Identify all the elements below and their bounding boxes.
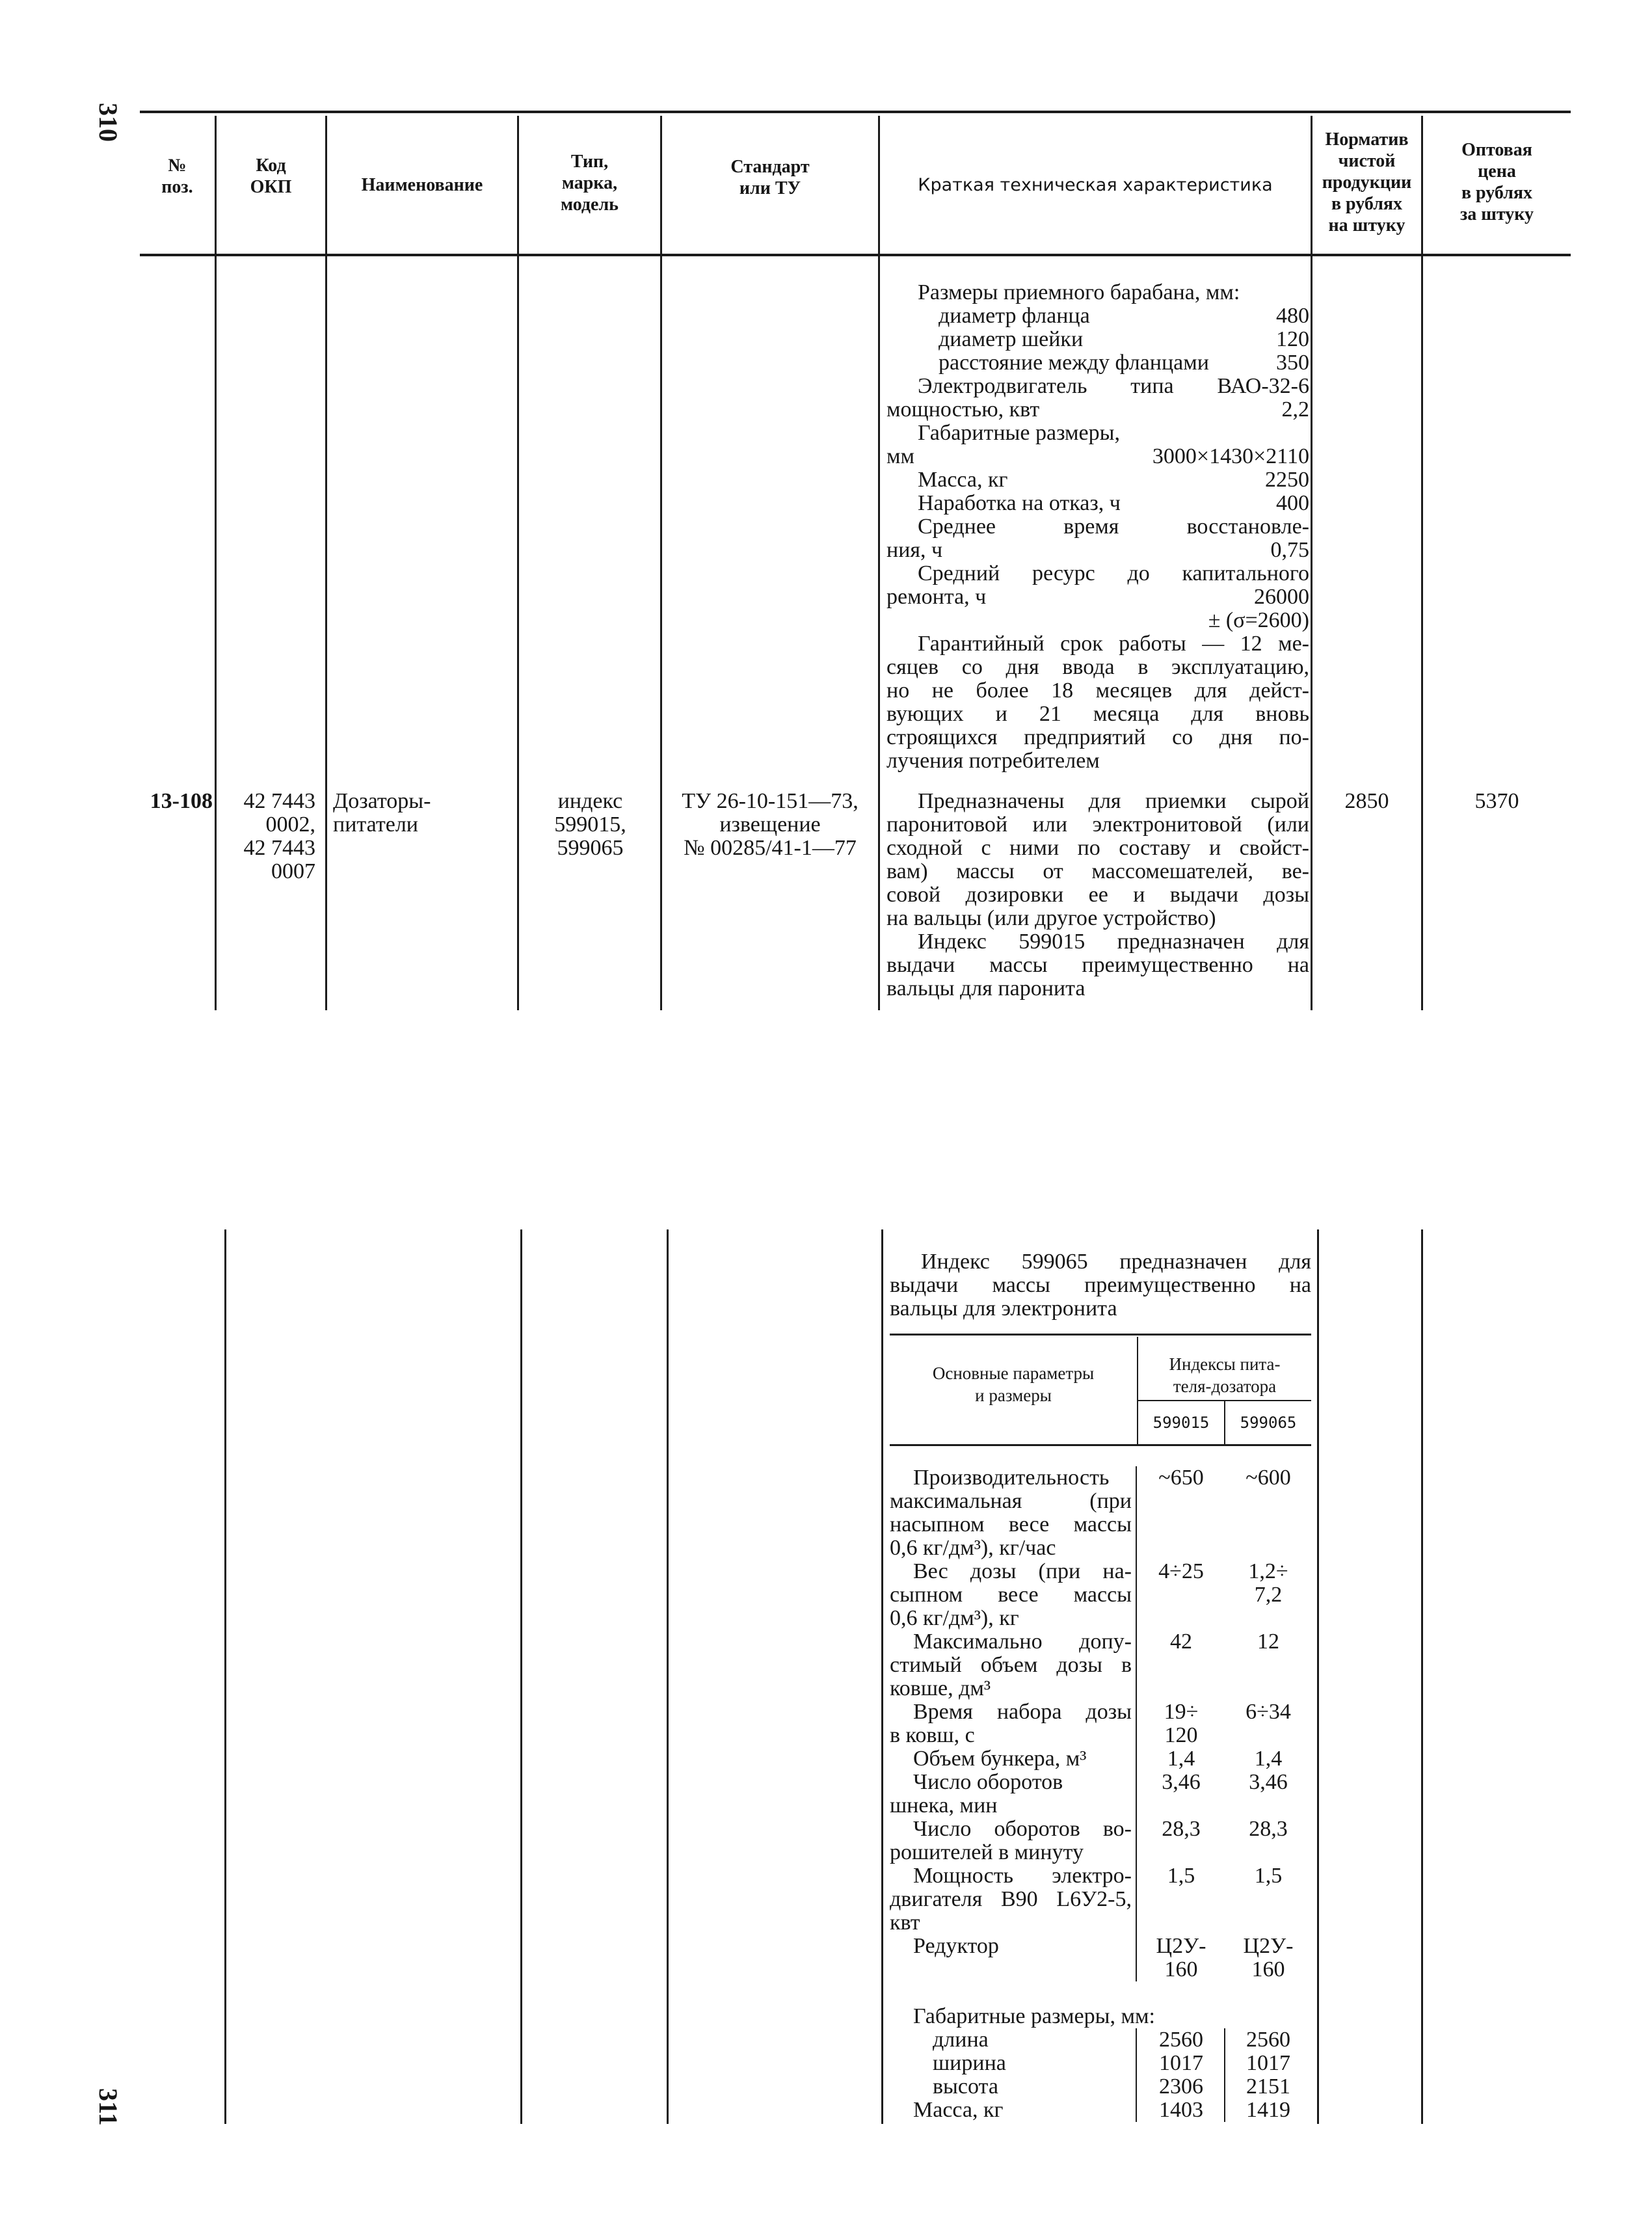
characteristic-value: 2,2	[1281, 397, 1309, 422]
description-line: Предназначены для приемки сырой	[918, 789, 1309, 813]
characteristic-label: Габаритные размеры,	[918, 421, 1120, 445]
subtable-header-599065: 599065	[1240, 1414, 1297, 1432]
characteristic-row	[886, 585, 1309, 609]
characteristic-text: Гарантийный срок работы — 12 ме-	[918, 632, 1309, 656]
param-value-599015: ~650	[1158, 1466, 1204, 1490]
header-norm	[1312, 129, 1421, 236]
header-col1-line: поз.	[161, 177, 193, 197]
col-divider-1	[215, 116, 217, 1010]
item-position: 13-108	[150, 789, 213, 813]
param-value-599065: 3,46	[1249, 1770, 1288, 1794]
dimension-value-599015: 2306	[1159, 2074, 1203, 2099]
header-col2-line: ОКП	[250, 177, 292, 197]
header-col4-line: модель	[560, 195, 619, 215]
header-okp	[217, 155, 325, 198]
characteristic-value: 120	[1276, 327, 1309, 351]
lower-col-divider-6	[1421, 1229, 1423, 2124]
dimension-value-599015: 1403	[1159, 2098, 1203, 2122]
header-col4-line: марка,	[561, 173, 618, 193]
characteristic-label: мм	[886, 444, 915, 468]
characteristic-row	[886, 609, 1309, 632]
characteristic-value: 3000×1430×2110	[1152, 444, 1309, 468]
description-line: выдачи массы преимущественно на	[886, 953, 1309, 977]
characteristic-label: Наработка на отказ, ч	[918, 491, 1121, 515]
param-value-599015: 4÷25	[1158, 1559, 1204, 1583]
subtable-top-rule	[890, 1334, 1311, 1335]
type-line: 599015,	[554, 812, 626, 837]
dimension-divider-a	[1136, 2028, 1137, 2122]
okp-line: 0002,	[265, 812, 315, 837]
dimension-value-599015: 1017	[1159, 2051, 1203, 2075]
param-value-599065: 7,2	[1254, 1583, 1283, 1607]
name-line: Дозаторы-	[333, 789, 431, 813]
description-line: сходной с ними по составу и свойст-	[886, 836, 1309, 860]
standard-line: извещение	[719, 812, 821, 837]
lower-col-divider-4	[881, 1229, 883, 2124]
param-label-line: насыпном весе массы	[890, 1512, 1132, 1537]
header-col7-line: в рублях	[1331, 194, 1403, 214]
characteristic-row	[886, 351, 1309, 375]
page-number-310: 310	[94, 103, 123, 142]
item-norm-value: 2850	[1344, 789, 1389, 813]
param-label-line: ковше, дм³	[890, 1676, 991, 1700]
characteristic-text: Среднее время восстановле-	[918, 515, 1309, 539]
dimension-label: ширина	[933, 2051, 1006, 2075]
param-value-599015: 1,4	[1167, 1747, 1195, 1771]
param-value-599065: 160	[1251, 1957, 1285, 1981]
col-divider-3	[517, 116, 519, 1010]
dimension-value-599065: 1017	[1246, 2051, 1290, 2075]
param-value-599015: 3,46	[1162, 1770, 1201, 1794]
characteristic-value: 350	[1276, 351, 1309, 375]
subtable-header-params	[890, 1362, 1137, 1406]
item-description	[886, 790, 1309, 1000]
param-label-line: квт	[890, 1911, 920, 1935]
lower-col-divider-2	[520, 1229, 522, 2124]
param-label-line: Вес дозы (при на-	[913, 1559, 1132, 1583]
header-col7-line: на штуку	[1328, 215, 1406, 235]
characteristic-label: ремонта, ч	[886, 585, 987, 609]
characteristic-value: 400	[1276, 491, 1309, 515]
header-col8-line: в рублях	[1461, 183, 1533, 203]
okp-line: 42 7443	[243, 836, 315, 860]
param-value-599065: 1,5	[1254, 1864, 1283, 1888]
param-label-line: Число оборотов	[913, 1770, 1063, 1794]
characteristic-row	[886, 539, 1309, 562]
characteristic-value: ± (σ=2600)	[1208, 608, 1309, 632]
header-col5-line: Стандарт	[730, 157, 810, 177]
characteristic-row	[886, 281, 1309, 304]
index-599065-intro	[890, 1250, 1311, 1321]
param-label-line: двигателя В90 L6У2-5,	[890, 1887, 1132, 1911]
dimensions-title: Габаритные размеры, мм:	[913, 2004, 1155, 2028]
header-col4-line: Тип,	[570, 152, 609, 172]
characteristic-text: строящихся предприятий со дня по-	[886, 725, 1309, 749]
item-name	[333, 790, 515, 837]
item-standard	[662, 790, 878, 860]
header-col3-line: Наименование	[361, 175, 483, 195]
okp-line: 42 7443	[243, 789, 315, 813]
header-col8-line: цена	[1478, 161, 1516, 181]
param-label-line: Мощность электро-	[913, 1864, 1132, 1888]
param-value-599065: 12	[1257, 1630, 1279, 1654]
item-okp-code	[218, 790, 315, 883]
description-line: на вальцы (или другое устройство)	[886, 906, 1216, 930]
characteristic-row	[886, 468, 1309, 492]
header-col7-line: Норматив	[1325, 129, 1409, 150]
lower-col-divider-5	[1317, 1229, 1319, 2124]
subtable-header-bottom-rule	[890, 1444, 1311, 1446]
item-price-value: 5370	[1474, 789, 1519, 813]
item-type	[520, 790, 660, 860]
header-type	[519, 151, 660, 215]
dimension-label: Масса, кг	[913, 2098, 1004, 2122]
header-col8-line: за штуку	[1459, 204, 1534, 224]
col-divider-7	[1421, 116, 1423, 1010]
param-label-line: Число оборотов во-	[913, 1817, 1132, 1841]
dimension-value-599065: 2560	[1246, 2028, 1290, 2052]
type-line: индекс	[557, 789, 623, 813]
header-col8-line: Оптовая	[1461, 140, 1532, 160]
col-divider-6	[1311, 116, 1312, 1010]
indices-header-line: теля-дозатора	[1173, 1376, 1277, 1396]
characteristic-label: диаметр шейки	[939, 327, 1084, 351]
param-label-line: в ковш, с	[890, 1723, 975, 1747]
subtable-header-indices	[1138, 1353, 1311, 1397]
param-value-599065: 6÷34	[1246, 1700, 1291, 1724]
param-value-599065: 28,3	[1249, 1817, 1288, 1841]
characteristic-text: Электродвигатель типа ВАО-32-6	[918, 374, 1309, 398]
param-value-599015: Ц2У-	[1156, 1934, 1206, 1958]
parameters-subtable	[890, 1466, 1311, 2130]
param-value-599065: Ц2У-	[1243, 1934, 1294, 1958]
dimension-divider-b	[1224, 2028, 1225, 2122]
header-characteristics	[880, 174, 1311, 196]
header-bottom-rule	[140, 254, 1571, 256]
characteristic-label: диаметр фланца	[939, 304, 1090, 328]
param-value-599015: 160	[1164, 1957, 1198, 1981]
intro-line: выдачи массы преимущественно на	[890, 1273, 1311, 1297]
subtable-header-599015: 599015	[1152, 1414, 1210, 1432]
header-top-rule	[140, 111, 1571, 113]
page-number-311: 311	[94, 2088, 123, 2126]
okp-line: 0007	[271, 859, 315, 883]
description-line: вам) массы от массомешателей, ве-	[886, 859, 1309, 883]
param-label-line: 0,6 кг/дм³), кг	[890, 1606, 1019, 1630]
characteristic-value: 480	[1276, 304, 1309, 328]
characteristic-text: лучения потребителем	[886, 749, 1100, 773]
header-col5-line: или ТУ	[739, 178, 801, 198]
standard-line: № 00285/41-1—77	[684, 836, 857, 860]
description-line: вальцы для паронита	[886, 976, 1086, 1000]
param-label-line: Максимально допу-	[913, 1630, 1132, 1654]
characteristic-row	[886, 445, 1309, 468]
param-label-line: шнека, мин	[890, 1793, 998, 1818]
characteristic-label: Масса, кг	[918, 468, 1008, 492]
characteristic-text: сяцев со дня ввода в эксплуатацию,	[886, 655, 1309, 679]
description-line: Индекс 599015 предназначен для	[918, 930, 1309, 954]
characteristic-value: 26000	[1254, 585, 1309, 609]
characteristic-label: ния, ч	[886, 538, 943, 562]
lower-col-divider-1	[224, 1229, 226, 2124]
param-value-599065: 1,2÷	[1248, 1559, 1288, 1583]
intro-line: Индекс 599065 предназначен для	[921, 1250, 1311, 1274]
header-col6-line: Краткая техническая характеристика	[918, 175, 1273, 195]
param-value-599065: 1,4	[1254, 1747, 1283, 1771]
params-header-line: и размеры	[975, 1386, 1052, 1405]
col-divider-5	[878, 116, 880, 1010]
dimension-value-599065: 1419	[1246, 2098, 1290, 2122]
lower-col-divider-3	[667, 1229, 669, 2124]
characteristic-text: но не более 18 месяцев для дейст-	[886, 678, 1309, 703]
dimension-value-599015: 2560	[1159, 2028, 1203, 2052]
param-value-599015: 120	[1164, 1723, 1198, 1747]
header-pos	[140, 155, 215, 198]
header-col2-line: Код	[256, 155, 286, 176]
characteristic-label: мощностью, квт	[886, 397, 1040, 422]
param-label-line: Производительность	[913, 1466, 1110, 1490]
characteristic-row	[886, 398, 1309, 422]
header-col7-line: продукции	[1322, 172, 1412, 193]
continued-characteristics	[886, 281, 1309, 773]
standard-line: ТУ 26-10-151—73,	[682, 789, 859, 813]
characteristic-row	[886, 328, 1309, 351]
description-line: паронитовой или электронитовой (или	[886, 812, 1309, 837]
param-label-line: Редуктор	[913, 1934, 999, 1958]
param-value-599015: 28,3	[1162, 1817, 1201, 1841]
characteristic-row	[886, 492, 1309, 515]
header-name	[327, 174, 517, 196]
col-divider-4	[660, 116, 662, 1010]
param-value-599015: 42	[1170, 1630, 1192, 1654]
characteristic-label: Размеры приемного барабана, мм:	[918, 280, 1240, 304]
indices-header-line: Индексы пита-	[1169, 1354, 1281, 1374]
param-label-line: рошителей в минуту	[890, 1840, 1084, 1864]
param-label-line: 0,6 кг/дм³), кг/час	[890, 1536, 1056, 1560]
characteristic-value: 2250	[1265, 468, 1309, 492]
header-price	[1423, 139, 1571, 225]
characteristic-text: Средний ресурс до капитального	[918, 561, 1309, 585]
characteristic-row	[886, 304, 1309, 328]
params-header-line: Основные параметры	[932, 1363, 1095, 1383]
description-line: совой дозировки ее и выдачи дозы	[886, 883, 1309, 907]
dimension-label: длина	[933, 2028, 989, 2052]
param-value-599015: 19÷	[1164, 1700, 1199, 1724]
param-label-line: сыпном весе массы	[890, 1583, 1132, 1607]
characteristic-row	[886, 422, 1309, 445]
col-divider-2	[325, 116, 327, 1010]
param-label-line: Объем бункера, м³	[913, 1747, 1087, 1771]
name-line: питатели	[333, 812, 418, 837]
characteristic-text: вующих и 21 месяца для вновь	[886, 702, 1309, 726]
header-col1-line: №	[168, 155, 187, 176]
characteristic-value: 0,75	[1270, 538, 1309, 562]
header-col7-line: чистой	[1338, 151, 1396, 171]
dimension-value-599065: 2151	[1246, 2074, 1290, 2099]
param-label-line: Время набора дозы	[913, 1700, 1132, 1724]
dimension-label: высота	[933, 2074, 998, 2099]
intro-line: вальцы для электронита	[890, 1296, 1117, 1321]
param-value-599065: ~600	[1246, 1466, 1291, 1490]
type-line: 599065	[557, 836, 624, 860]
param-label-divider	[1136, 1466, 1137, 1981]
param-label-line: стимый объем дозы в	[890, 1653, 1132, 1677]
param-label-line: максимальная (при	[890, 1489, 1132, 1513]
header-standard	[662, 156, 878, 199]
characteristic-label: расстояние между фланцами	[939, 351, 1209, 375]
param-value-599015: 1,5	[1167, 1864, 1195, 1888]
